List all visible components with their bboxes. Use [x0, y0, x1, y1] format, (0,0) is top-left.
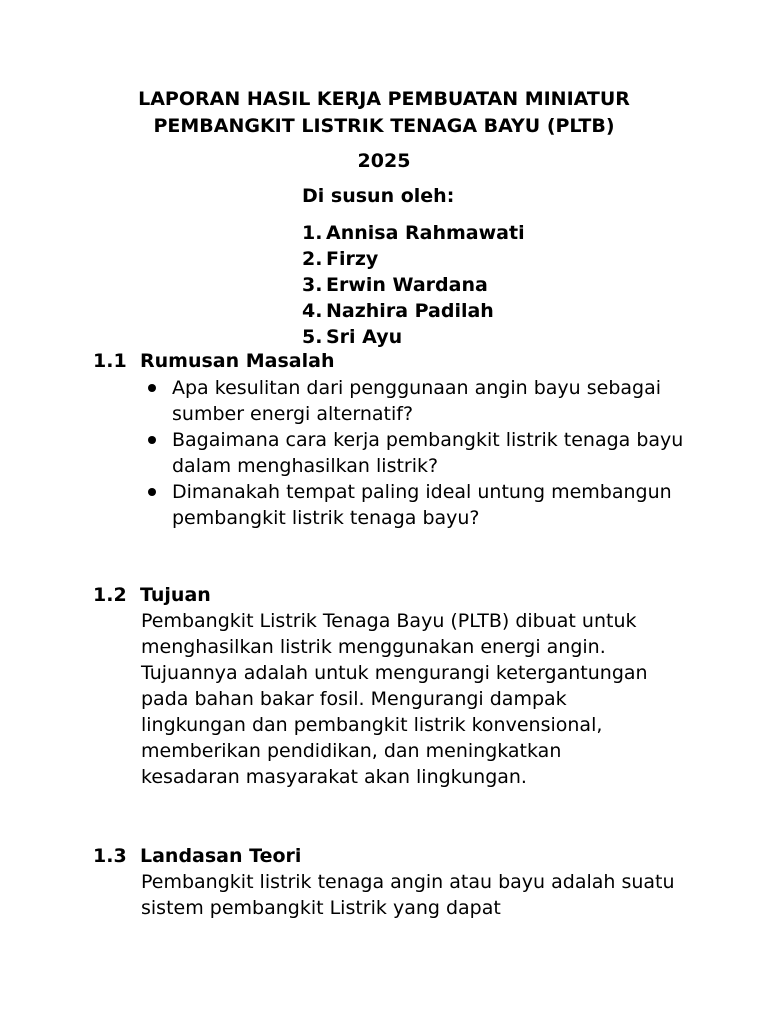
author-number: 3. [302, 274, 323, 296]
section-number: 1.2 [93, 584, 127, 606]
author-name: Annisa Rahmawati [326, 222, 525, 244]
author-item [302, 246, 525, 272]
list-item-text: Apa kesulitan dari penggunaan angin bayu sebagai sumber energi alternatif? [172, 377, 662, 425]
author-number: 1. [302, 222, 323, 244]
section-number: 1.3 [93, 845, 127, 867]
problem-list [141, 375, 701, 531]
list-item-text: Dimanakah tempat paling ideal untung membangun pembangkit listrik tenaga bayu? [172, 481, 672, 529]
document-title-line-2: PEMBANGKIT LISTRIK TENAGA BAYU (PLTB) [153, 115, 615, 137]
author-number: 2. [302, 248, 323, 270]
author-item [302, 298, 525, 324]
section-heading-rumusan-masalah [93, 348, 334, 374]
byline-label: Di susun oleh: [302, 185, 455, 207]
section-paragraph-tujuan: Pembangkit Listrik Tenaga Bayu (PLTB) dibuat untuk menghasilkan listrik menggunakan energi angin. Tujuannya adalah untuk mengurangi ketergantungan pada bahan bakar fosil. Mengurangi dampak lingkungan dan pembangkit listrik konvensional, memberikan pendidikan, dan meningkatkan kesadaran masyarakat akan lingkungan. [141, 610, 648, 788]
list-item [141, 427, 701, 479]
document-year: 2025 [357, 150, 411, 172]
list-item [141, 375, 701, 427]
section-heading-tujuan [93, 582, 211, 608]
section-title: Tujuan [140, 584, 211, 606]
list-item [141, 479, 701, 531]
section-title: Rumusan Masalah [140, 350, 335, 372]
author-name: Erwin Wardana [326, 274, 488, 296]
list-item-text: Bagaimana cara kerja pembangkit listrik tenaga bayu dalam menghasilkan listrik? [172, 429, 684, 477]
bullet-icon [148, 436, 156, 444]
bullet-icon [148, 488, 156, 496]
author-item [302, 324, 525, 350]
author-name: Nazhira Padilah [326, 300, 494, 322]
section-heading-landasan-teori [93, 843, 301, 869]
author-item [302, 220, 525, 246]
section-title: Landasan Teori [140, 845, 302, 867]
author-name: Firzy [326, 248, 379, 270]
author-number: 4. [302, 300, 323, 322]
author-item [302, 272, 525, 298]
author-number: 5. [302, 326, 323, 348]
author-list [302, 220, 525, 350]
section-paragraph-landasan-teori: Pembangkit listrik tenaga angin atau bayu adalah suatu sistem pembangkit Listrik yang dapat [141, 871, 675, 919]
bullet-icon [148, 384, 156, 392]
document-title-line-1: LAPORAN HASIL KERJA PEMBUATAN MINIATUR [138, 88, 630, 110]
section-number: 1.1 [93, 350, 127, 372]
author-name: Sri Ayu [326, 326, 403, 348]
